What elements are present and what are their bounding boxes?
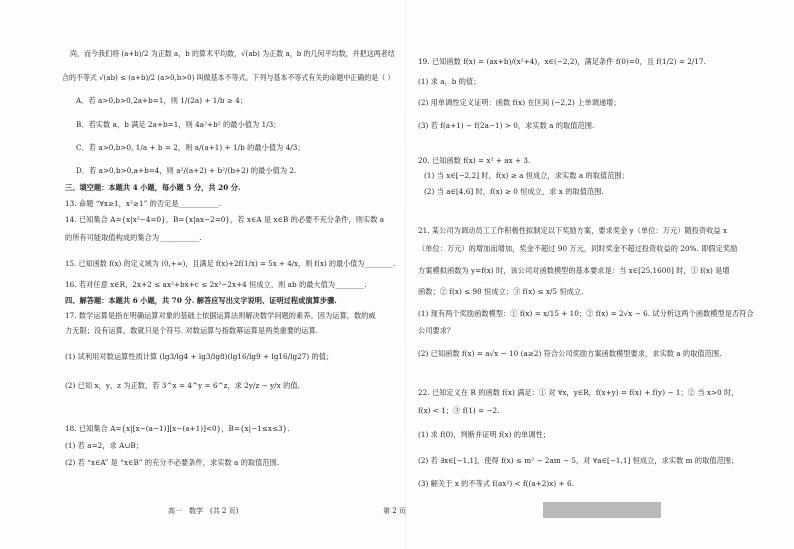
question-21-line-2: （单位：万元）的增加而增加，奖金不超过 90 万元，同时奖金不超过投资收益的 20%. 即假定奖励 — [418, 244, 738, 253]
section-fill-in-header: 三、填空题：本题共 4 小题，每小题 5 分，共 20 分. — [65, 183, 241, 192]
question-22-part-1: (1) 求 f(0)，判断并证明 f(x) 的单调性； — [418, 430, 551, 439]
question-13: 13. 命题 “∀x≥1，x²≥1” 的否定是___________. — [65, 199, 222, 208]
question-21-part-1: (1) 现有两个奖励函数模型：① f(x) = x/15 + 10；② f(x) = 2√x − 6. 试分析这两个函数模型是否符合 — [418, 309, 754, 318]
question-19-part-3: (3) 若 f(a+1) − f(2a−1) > 0，求实数 a 的取值范围. — [418, 121, 595, 130]
question-17-line-1: 17. 数学运算是指在明确运算对象的基础上依据运算法则解决数学问题的素养。因为运算，数的威 — [65, 311, 376, 320]
question-20-part-2: (2) 当 a∈[4,6] 时，f(x) ≥ 0 恒成立，求 x 的取值范围. — [424, 187, 604, 196]
question-22-cond: f(x) < 1；③ f(1) = −2. — [418, 406, 500, 415]
question-18-part-2: (2) 若 “x∈A” 是 “x∈B” 的充分不必要条件，求实数 a 的取值范围. — [65, 458, 280, 467]
question-17-part-2: (2) 已知 x，y，z 为正数，若 3^x = 4^y = 6^z，求 2y/z − y/x 的值. — [65, 381, 300, 390]
question-19-part-2: (2) 用单调性定义证明：函数 f(x) 在区间 (−2,2) 上单调递增； — [418, 98, 621, 107]
question-22: 22. 已知定义在 R 的函数 f(x) 满足：① 对 ∀x，y∈R，f(x+y) = f(x) + f(y) − 1；② 当 x>0 时， — [418, 388, 739, 397]
question-19: 19. 已知函数 f(x) = (ax+b)/(x²+4)，x∈(−2,2)，满足条件 f(0)=0，且 f(1/2) = 2/17. — [418, 57, 706, 66]
page-fold — [405, 0, 406, 549]
intro-line-1: 尚，而今我们将 (a+b)/2 为正数 a，b 的算术平均数，√(ab) 为正数 a，b 的几何平均数，并把这两者结 — [70, 49, 395, 58]
question-19-part-1: (1) 求 a，b 的值； — [418, 77, 481, 86]
option-d: D．若 a>0,b>0,a+b=4，则 a²/(a+2) + b²/(b+2) 的最小值为 2. — [76, 166, 297, 175]
question-17-line-2: 力无限；没有运算，数就只是个符号. 对数运算与指数幂运算是两类重要的运算. — [65, 326, 319, 335]
question-17-part-1: (1) 试利用对数运算性质计算 (lg3/lg4 + lg3/lg8)(lg16/lg9 + lg16/lg27) 的值； — [65, 352, 334, 361]
question-22-part-3: (3) 解关于 x 的不等式 f(ax²) < f((a+2)x) + 6. — [418, 479, 574, 488]
question-22-part-2: (2) 若 ∃x∈[−1,1]，使得 f(x) ≤ m² − 2am − 5，对 ∀a∈[−1,1] 恒成立，求实数 m 的取值范围； — [418, 456, 739, 465]
question-15: 15. 已知函数 f(x) 的定义域为 (0,+∞)，且满足 f(x)+2f(1/x) = 5x + 4/x，则 f(x) 的最小值为________. — [65, 259, 396, 268]
footer-page-number: 第 2 页 — [383, 507, 406, 515]
section-answer-header: 四、解答题：本题共 6 小题，共 70 分. 解答应写出文字说明、证明过程或演算步骤. — [65, 296, 337, 305]
option-c: C．若 a>0,b>0, 1/a + b = 2，则 a/(a+1) + 1/b 的最小值为 4/3； — [76, 143, 305, 152]
question-21-line-3: 方案模拟函数为 y=f(x) 时，该公司对函数模型的基本要求是：当 x∈[25,1600] 时，① f(x) 是增 — [418, 266, 730, 275]
question-18-part-1: (1) 若 a=2，求 A∪B； — [65, 441, 143, 450]
question-20-part-1: (1) 当 x∈[−2,2] 时，f(x) ≥ a 恒成立，求实数 a 的取值范围； — [424, 171, 629, 180]
gray-bar — [543, 502, 661, 518]
option-b: B．若实数 a，b 满足 2a+b=1，则 4a²+b² 的最小值为 1/3； — [76, 120, 281, 129]
question-18: 18. 已知集合 A={x|[x−(a−1)][x−(a+1)]<0}，B={x|−1≤x≤3}. — [65, 424, 290, 433]
intro-line-2: 合的不等式 √(ab) ≤ (a+b)/2 (a>0,b>0) 叫做基本不等式。下列与基本不等式有关的命题中正确的是（ ） — [62, 73, 395, 82]
question-21-line-4: 函数；② f(x) ≤ 90 恒成立；③ f(x) ≤ x/5 恒成立. — [418, 287, 584, 296]
question-21-line-1: 21. 某公司为调动员工工作积极性拟制定以下奖励方案，要求奖金 y（单位：万元）随投资收益 x — [418, 226, 728, 235]
question-21-part-2: (2) 已知函数 f(x) = a√x − 10 (a≥2) 符合公司奖励方案函数模型要求，求实数 a 的取值范围. — [418, 349, 722, 358]
question-16: 16. 若对任意 x∈R，2x+2 ≤ ax²+bx+c ≤ 2x²−2x+4 恒成立，则 ab 的最大值为________. — [65, 280, 367, 289]
question-20: 20. 已知函数 f(x) = x² + ax + 3. — [418, 156, 531, 165]
option-a: A．若 a>0,b>0,2a+b=1，则 1/(2a) + 1/b ≥ 4； — [76, 96, 248, 105]
question-21-part-1-cont: 公司要求？ — [418, 326, 455, 335]
question-14-line-2: 的所有可能取值构成的集合为___________. — [65, 233, 202, 242]
question-14-line-1: 14. 已知集合 A={x|x²−4=0}，B={x|ax−2=0}，若 x∈A 是 x∈B 的必要不充分条件，则实数 a — [65, 215, 385, 224]
footer-subject: 高一 数学 (共 2 页) — [168, 507, 239, 515]
